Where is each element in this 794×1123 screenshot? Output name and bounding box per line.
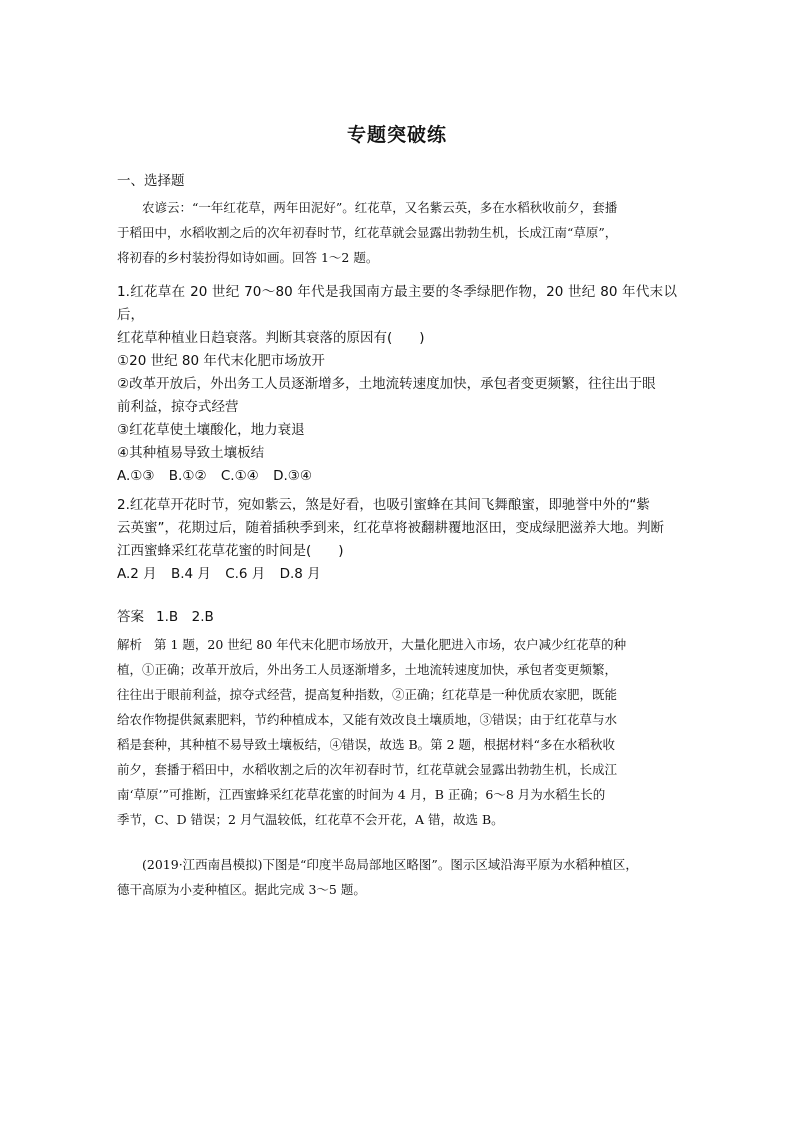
explanation-line: 植，①正确；改革开放后，外出务工人员逐渐增多，土地流转速度加快，承包者变更频繁，	[117, 662, 618, 677]
question-1-statement: ①20 世纪 80 年代末化肥市场放开	[117, 353, 325, 369]
explanation-line: 南‘草原’”可推断，江西蜜蜂采红花草花蜜的时间为 4 月，B 正确；6～8 月为水稻生长的	[117, 787, 606, 802]
choice-a: A.2 月	[117, 566, 157, 582]
question-1-choices	[117, 465, 677, 488]
answer-text: 1.B 2.B	[156, 609, 214, 625]
question-2	[117, 494, 677, 586]
question-2-stem-line: 云英蜜”，花期过后，随着插秧季到来，红花草将被翻耕覆地沤田，变成绿肥滋养大地。判断	[117, 520, 664, 536]
intro-line: 农谚云：“一年红花草，两年田泥好”。红花草，又名紫云英，多在水稻秋收前夕，套播	[142, 200, 618, 215]
question-1	[117, 281, 677, 488]
explanation	[117, 632, 677, 832]
choice-b: B.①②	[168, 468, 207, 484]
choice-b: B.4 月	[170, 566, 211, 582]
question-1-stem-line: 红花草种植业日趋衰落。判断其衰落的原因有( )	[117, 330, 425, 346]
next-intro-line: 德干高原为小麦种植区。据此完成 3～5 题。	[117, 882, 366, 897]
explanation-line: 稻是套种，其种植不易导致土壤板结，④错误，故选 B。第 2 题，根据材料“多在水稻秋收	[117, 737, 615, 752]
next-intro-line: (2019·江西南昌模拟)下图是“印度半岛局部地区略图”。图示区域沿海平原为水稻种植区，	[142, 857, 638, 872]
choice-d: D.8 月	[279, 566, 321, 582]
question-2-stem-line: 江西蜜蜂采红花草花蜜的时间是( )	[117, 543, 344, 559]
intro-paragraph	[117, 195, 677, 270]
question-1-statement: ④其种植易导致土壤板结	[117, 445, 265, 461]
explanation-line: 第 1 题，20 世纪 80 年代末化肥市场放开，大量化肥进入市场，农户减少红花草的种	[154, 637, 627, 652]
next-questions-intro	[117, 852, 677, 902]
choice-a: A.①③	[117, 468, 155, 484]
intro-line: 将初春的乡村装扮得如诗如画。回答 1～2 题。	[117, 250, 379, 265]
explanation-line: 给农作物提供氮素肥料，节约种植成本，又能有效改良土壤质地，③错误；由于红花草与水	[117, 712, 618, 727]
answer-line	[117, 606, 677, 629]
explanation-line: 往往出于眼前利益，掠夺式经营，提高复种指数，②正确；红花草是一种优质农家肥，既能	[117, 687, 618, 702]
section-heading: 一、选择题	[117, 173, 185, 189]
explanation-line: 季节，C、D 错误；2 月气温较低，红花草不会开花，A 错，故选 B。	[117, 812, 504, 827]
question-2-choices	[117, 563, 677, 586]
explanation-line: 前夕，套播于稻田中，水稻收割之后的次年初春时节，红花草就会显露出勃勃生机，长成江	[117, 762, 618, 777]
choice-c: C.6 月	[225, 566, 266, 582]
question-1-statement: ②改革开放后，外出务工人员逐渐增多，土地流转速度加快，承包者变更频繁，往往出于眼	[117, 376, 656, 392]
choice-c: C.①④	[220, 468, 259, 484]
answer-label: 答案	[117, 609, 144, 625]
question-1-statement: ③红花草使土壤酸化，地力衰退	[117, 422, 305, 438]
question-2-stem-line: 2.红花草开花时节，宛如紫云，煞是好看，也吸引蜜蜂在其间飞舞酿蜜，即驰誉中外的“紫	[117, 497, 650, 513]
question-1-stem-line: 1.红花草在 20 世纪 70～80 年代是我国南方最主要的冬季绿肥作物，20 世纪 80 年代末以后，	[117, 284, 677, 323]
question-1-statement: 前利益，掠夺式经营	[117, 399, 239, 415]
choice-d: D.③④	[273, 468, 312, 484]
intro-line: 于稻田中，水稻收割之后的次年初春时节，红花草就会显露出勃勃生机，长成江南“草原”，	[117, 225, 618, 240]
explanation-label: 解析	[117, 637, 143, 652]
document-title: 专题突破练	[346, 124, 447, 146]
